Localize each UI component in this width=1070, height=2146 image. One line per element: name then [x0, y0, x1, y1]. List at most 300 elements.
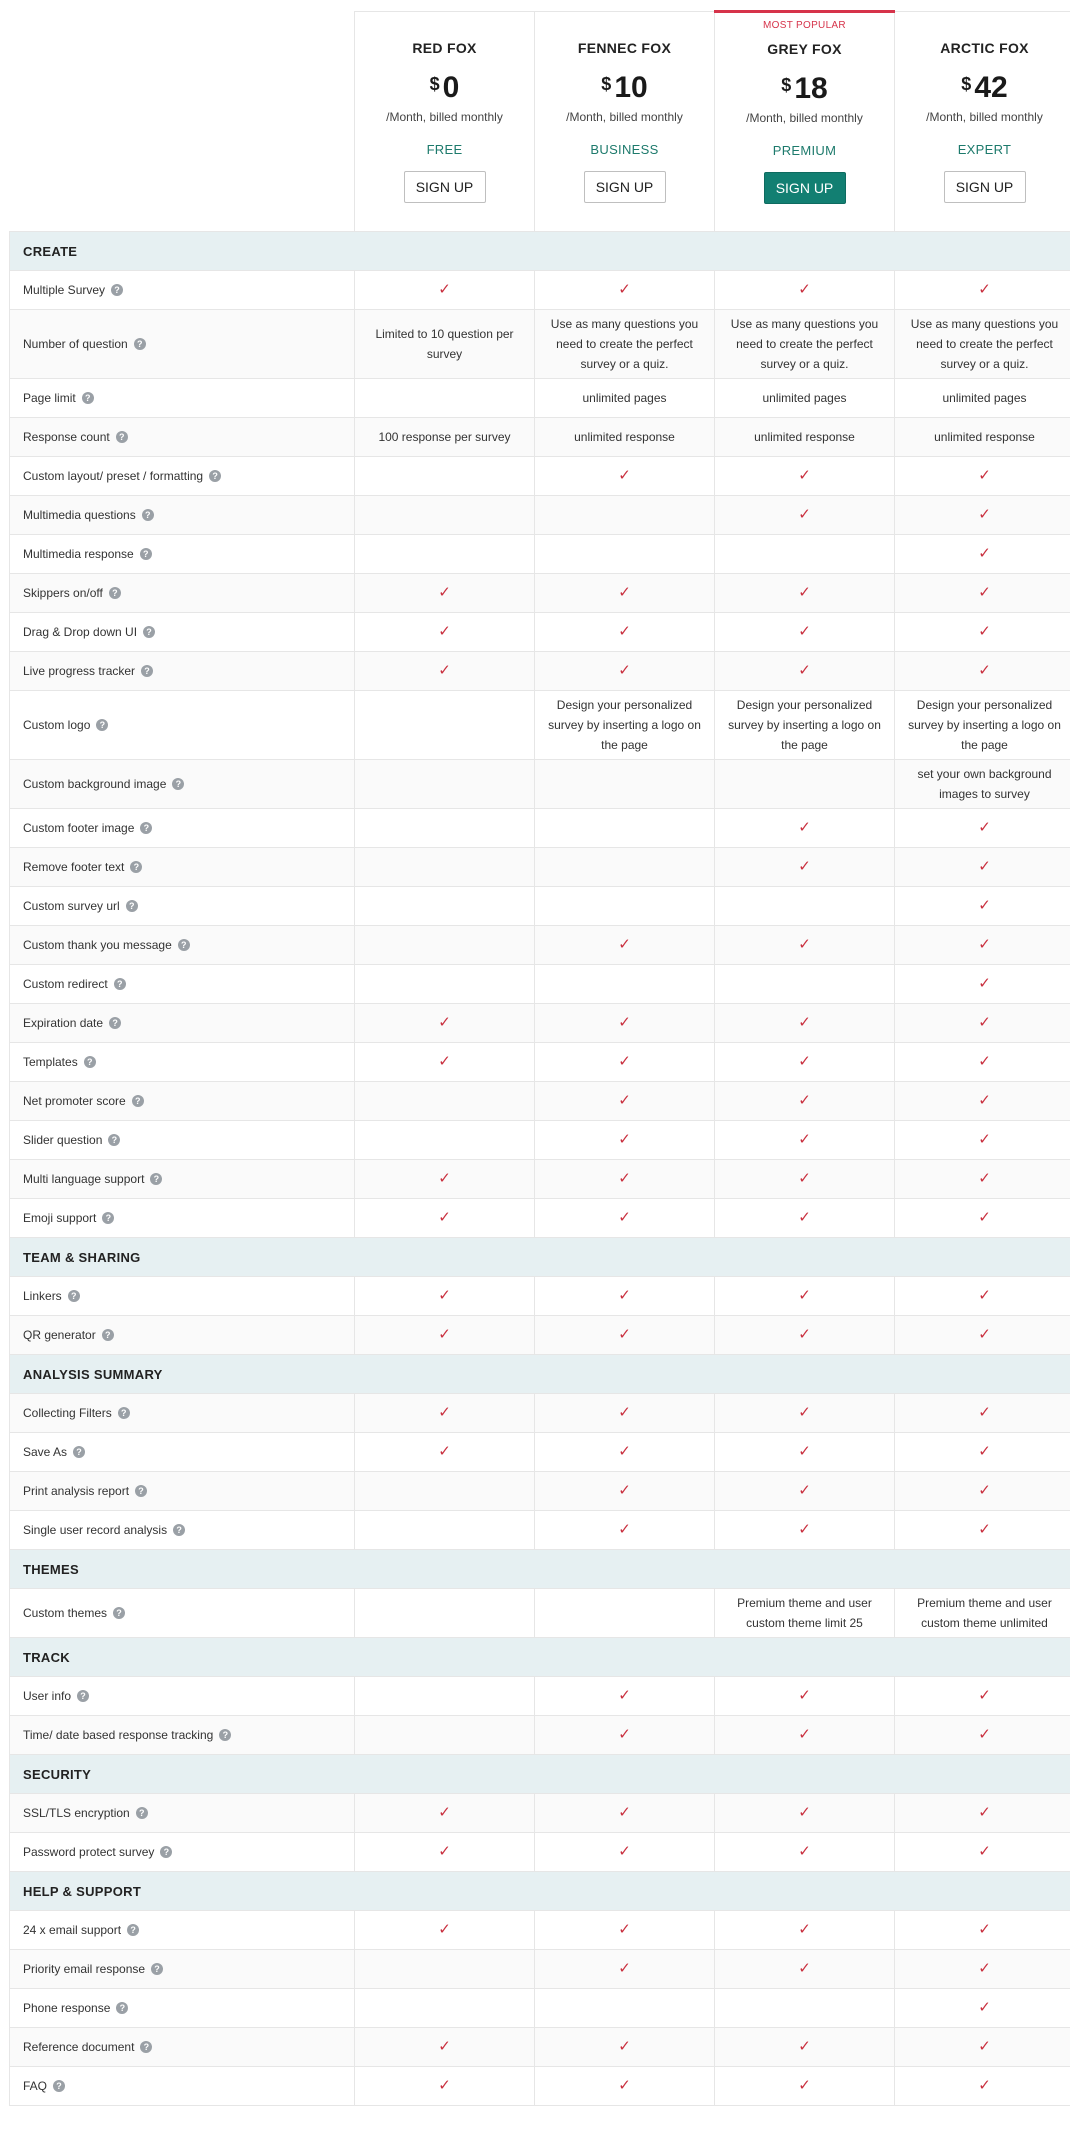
sign-up-button-grey-fox[interactable]: SIGN UP	[764, 172, 846, 204]
feature-cell	[10, 1911, 355, 1950]
help-circle-icon[interactable]: ?	[142, 509, 154, 521]
check-icon: ✓	[978, 1521, 991, 1538]
section-title: CREATE	[10, 232, 1070, 271]
plan-feature-cell	[895, 613, 1070, 652]
check-icon: ✓	[798, 1326, 811, 1343]
plan-feature-cell	[535, 809, 715, 848]
check-icon: ✓	[798, 662, 811, 679]
help-circle-icon[interactable]: ?	[111, 284, 123, 296]
feature-row	[10, 457, 1070, 496]
currency-symbol: $	[961, 74, 972, 94]
plan-feature-cell	[895, 379, 1070, 418]
feature-row	[10, 1794, 1070, 1833]
plan-feature-cell	[535, 271, 715, 310]
plan-feature-cell	[895, 760, 1070, 809]
check-icon: ✓	[438, 1404, 451, 1421]
sign-up-button-arctic-fox[interactable]: SIGN UP	[944, 171, 1026, 203]
feature-row	[10, 760, 1070, 809]
help-circle-icon[interactable]: ?	[73, 1446, 85, 1458]
feature-row	[10, 1677, 1070, 1716]
feature-cell	[10, 1316, 355, 1355]
feature-row	[10, 1160, 1070, 1199]
feature-value: unlimited response	[754, 430, 855, 444]
plan-price	[535, 72, 714, 104]
plan-feature-cell	[715, 1160, 895, 1199]
plan-feature-cell	[895, 1160, 1070, 1199]
plan-feature-cell	[535, 1160, 715, 1199]
check-icon: ✓	[618, 1404, 631, 1421]
feature-cell	[10, 2028, 355, 2067]
check-icon: ✓	[798, 1170, 811, 1187]
plan-feature-cell	[715, 1833, 895, 1872]
plan-feature-cell	[895, 691, 1070, 760]
section-title: TRACK	[10, 1638, 1070, 1677]
help-circle-icon[interactable]: ?	[141, 665, 153, 677]
plan-card-fennec-fox	[535, 12, 715, 232]
help-circle-icon[interactable]: ?	[109, 1017, 121, 1029]
plan-feature-cell	[355, 1511, 535, 1550]
plan-feature-cell	[535, 2028, 715, 2067]
help-circle-icon[interactable]: ?	[140, 2041, 152, 2053]
plan-feature-cell	[535, 926, 715, 965]
plan-feature-cell	[535, 1911, 715, 1950]
plan-feature-cell	[355, 1043, 535, 1082]
check-icon: ✓	[438, 1843, 451, 1860]
feature-cell	[10, 760, 355, 809]
feature-value: set your own background images to survey	[917, 767, 1052, 801]
feature-row	[10, 1433, 1070, 1472]
plan-feature-cell	[895, 965, 1070, 1004]
help-circle-icon[interactable]: ?	[118, 1407, 130, 1419]
plan-feature-cell	[355, 1950, 535, 1989]
feature-cell	[10, 809, 355, 848]
plan-feature-cell	[535, 652, 715, 691]
price-amount: 18	[794, 72, 828, 105]
check-icon: ✓	[618, 1287, 631, 1304]
check-icon: ✓	[798, 858, 811, 875]
check-icon: ✓	[438, 662, 451, 679]
plan-feature-cell	[535, 1433, 715, 1472]
feature-cell	[10, 1121, 355, 1160]
check-icon: ✓	[438, 2038, 451, 2055]
help-circle-icon[interactable]: ?	[143, 626, 155, 638]
check-icon: ✓	[978, 1092, 991, 1109]
check-icon: ✓	[438, 1053, 451, 1070]
feature-row	[10, 848, 1070, 887]
plan-tier: PREMIUM	[772, 143, 837, 158]
help-circle-icon[interactable]: ?	[96, 719, 108, 731]
plan-feature-cell	[715, 1316, 895, 1355]
check-icon: ✓	[978, 281, 991, 298]
feature-label: Custom thank you message	[23, 938, 172, 952]
check-icon: ✓	[438, 281, 451, 298]
plan-feature-cell	[895, 848, 1070, 887]
feature-label: Custom redirect	[23, 977, 108, 991]
currency-symbol: $	[601, 74, 612, 94]
plan-feature-cell	[715, 1199, 895, 1238]
plan-feature-cell	[535, 1199, 715, 1238]
plan-feature-cell	[355, 271, 535, 310]
help-circle-icon[interactable]: ?	[130, 861, 142, 873]
plan-feature-cell	[355, 535, 535, 574]
feature-label: Page limit	[23, 391, 76, 405]
check-icon: ✓	[618, 662, 631, 679]
feature-value: 100 response per survey	[378, 430, 511, 444]
plan-feature-cell	[715, 1043, 895, 1082]
plan-feature-cell	[895, 1394, 1070, 1433]
plan-feature-cell	[715, 652, 895, 691]
check-icon: ✓	[978, 1443, 991, 1460]
price-amount: 42	[974, 71, 1008, 104]
feature-label: Single user record analysis	[23, 1523, 168, 1537]
plan-feature-cell	[355, 1472, 535, 1511]
feature-cell	[10, 535, 355, 574]
feature-row	[10, 2067, 1070, 2106]
feature-cell	[10, 1677, 355, 1716]
feature-cell	[10, 457, 355, 496]
feature-label: Print analysis report	[23, 1484, 130, 1498]
plan-feature-cell	[535, 691, 715, 760]
feature-row	[10, 379, 1070, 418]
feature-value: unlimited response	[574, 430, 675, 444]
plan-feature-cell	[355, 496, 535, 535]
feature-label: Live progress tracker	[23, 664, 136, 678]
feature-value: unlimited pages	[582, 391, 667, 405]
feature-row	[10, 926, 1070, 965]
help-circle-icon[interactable]: ?	[116, 2002, 128, 2014]
plan-feature-cell	[895, 1316, 1070, 1355]
plan-price	[715, 73, 894, 105]
plan-feature-cell	[895, 1911, 1070, 1950]
help-circle-icon[interactable]: ?	[53, 2080, 65, 2092]
plan-feature-cell	[895, 1121, 1070, 1160]
feature-cell	[10, 613, 355, 652]
check-icon: ✓	[618, 1482, 631, 1499]
feature-cell	[10, 310, 355, 379]
plan-feature-cell	[715, 1394, 895, 1433]
plan-feature-cell	[355, 691, 535, 760]
check-icon: ✓	[978, 623, 991, 640]
feature-cell	[10, 1989, 355, 2028]
feature-cell	[10, 1160, 355, 1199]
plan-card-red-fox	[355, 12, 535, 232]
check-icon: ✓	[978, 1209, 991, 1226]
feature-label: 24 x email support	[23, 1923, 122, 1937]
feature-label: Priority email response	[23, 1962, 146, 1976]
help-circle-icon[interactable]: ?	[109, 587, 121, 599]
help-circle-icon[interactable]: ?	[114, 978, 126, 990]
billing-period: /Month, billed monthly	[746, 111, 863, 125]
check-icon: ✓	[798, 1209, 811, 1226]
plan-feature-cell	[355, 574, 535, 613]
plan-feature-cell	[535, 1716, 715, 1755]
plan-feature-cell	[895, 1004, 1070, 1043]
feature-value: Premium theme and user custom theme unlimited	[917, 1596, 1052, 1630]
plan-feature-cell	[355, 1082, 535, 1121]
plan-feature-cell	[355, 1394, 535, 1433]
feature-label: Number of question	[23, 337, 128, 351]
help-circle-icon[interactable]: ?	[84, 1056, 96, 1068]
plan-feature-cell	[535, 1316, 715, 1355]
plan-feature-cell	[715, 1950, 895, 1989]
check-icon: ✓	[978, 1404, 991, 1421]
help-circle-icon[interactable]: ?	[108, 1134, 120, 1146]
check-icon: ✓	[618, 1092, 631, 1109]
pricing-table	[9, 10, 1070, 2106]
help-circle-icon[interactable]: ?	[102, 1212, 114, 1224]
plan-feature-cell	[895, 1589, 1070, 1638]
feature-row	[10, 535, 1070, 574]
check-icon: ✓	[438, 1326, 451, 1343]
feature-row	[10, 574, 1070, 613]
feature-label: Remove footer text	[23, 860, 125, 874]
check-icon: ✓	[978, 2038, 991, 2055]
plan-feature-cell	[535, 1043, 715, 1082]
help-circle-icon[interactable]: ?	[126, 900, 138, 912]
plan-feature-cell	[535, 760, 715, 809]
check-icon: ✓	[618, 1960, 631, 1977]
plan-feature-cell	[715, 574, 895, 613]
help-circle-icon[interactable]: ?	[140, 548, 152, 560]
check-icon: ✓	[798, 1804, 811, 1821]
help-circle-icon[interactable]: ?	[132, 1095, 144, 1107]
plan-feature-cell	[895, 1833, 1070, 1872]
plan-feature-cell	[535, 1121, 715, 1160]
plan-tier: FREE	[426, 142, 463, 157]
feature-label: Reference document	[23, 2040, 135, 2054]
plan-price	[355, 72, 534, 104]
feature-row	[10, 2028, 1070, 2067]
feature-label: Custom logo	[23, 718, 91, 732]
plan-feature-cell	[355, 887, 535, 926]
plan-feature-cell	[715, 926, 895, 965]
check-icon: ✓	[618, 1014, 631, 1031]
check-icon: ✓	[618, 1170, 631, 1187]
sign-up-button-fennec-fox[interactable]: SIGN UP	[584, 171, 666, 203]
section-header	[10, 1755, 1070, 1794]
plan-feature-cell	[535, 1950, 715, 1989]
plan-feature-cell	[715, 1004, 895, 1043]
help-circle-icon[interactable]: ?	[209, 470, 221, 482]
feature-label: Multimedia response	[23, 547, 134, 561]
feature-row	[10, 652, 1070, 691]
help-circle-icon[interactable]: ?	[135, 1485, 147, 1497]
check-icon: ✓	[618, 936, 631, 953]
help-circle-icon[interactable]: ?	[172, 778, 184, 790]
feature-label: Multiple Survey	[23, 283, 106, 297]
check-icon: ✓	[798, 1482, 811, 1499]
check-icon: ✓	[798, 506, 811, 523]
plan-feature-cell	[895, 1989, 1070, 2028]
plan-feature-cell	[535, 1082, 715, 1121]
feature-row	[10, 1199, 1070, 1238]
check-icon: ✓	[978, 1687, 991, 1704]
feature-label: Emoji support	[23, 1211, 97, 1225]
check-icon: ✓	[798, 1014, 811, 1031]
check-icon: ✓	[618, 1326, 631, 1343]
feature-cell	[10, 691, 355, 760]
help-circle-icon[interactable]: ?	[68, 1290, 80, 1302]
plan-feature-cell	[715, 965, 895, 1004]
plan-feature-cell	[355, 1794, 535, 1833]
section-header	[10, 232, 1070, 271]
plan-feature-cell	[715, 1121, 895, 1160]
check-icon: ✓	[798, 1921, 811, 1938]
billing-period: /Month, billed monthly	[566, 110, 683, 124]
help-circle-icon[interactable]: ?	[160, 1846, 172, 1858]
feature-label: Templates	[23, 1055, 78, 1069]
feature-label: Slider question	[23, 1133, 103, 1147]
plan-feature-cell	[715, 809, 895, 848]
help-circle-icon[interactable]: ?	[140, 822, 152, 834]
help-circle-icon[interactable]: ?	[136, 1807, 148, 1819]
plan-feature-cell	[895, 457, 1070, 496]
plan-feature-cell	[355, 457, 535, 496]
help-circle-icon[interactable]: ?	[134, 338, 146, 350]
plan-feature-cell	[895, 1433, 1070, 1472]
check-icon: ✓	[978, 1170, 991, 1187]
plan-feature-cell	[355, 926, 535, 965]
plan-feature-cell	[715, 271, 895, 310]
feature-label: Phone response	[23, 2001, 111, 2015]
feature-value: Design your personalized survey by inserting a logo on the page	[548, 698, 701, 752]
feature-cell	[10, 1511, 355, 1550]
plan-feature-cell	[535, 457, 715, 496]
plan-feature-cell	[895, 271, 1070, 310]
plan-feature-cell	[715, 1082, 895, 1121]
feature-value: Design your personalized survey by inserting a logo on the page	[908, 698, 1061, 752]
feature-value: unlimited pages	[762, 391, 847, 405]
plan-feature-cell	[895, 1794, 1070, 1833]
feature-label: Time/ date based response tracking	[23, 1728, 214, 1742]
help-circle-icon[interactable]: ?	[82, 392, 94, 404]
feature-row	[10, 1716, 1070, 1755]
plan-feature-cell	[535, 418, 715, 457]
feature-cell	[10, 1833, 355, 1872]
feature-row	[10, 1394, 1070, 1433]
help-circle-icon[interactable]: ?	[178, 939, 190, 951]
feature-cell	[10, 418, 355, 457]
feature-cell	[10, 2067, 355, 2106]
check-icon: ✓	[978, 936, 991, 953]
help-circle-icon[interactable]: ?	[150, 1173, 162, 1185]
plan-feature-cell	[715, 310, 895, 379]
feature-value: Use as many questions you need to create the perfect survey or a quiz.	[730, 317, 879, 371]
help-circle-icon[interactable]: ?	[127, 1924, 139, 1936]
plan-feature-cell	[715, 457, 895, 496]
check-icon: ✓	[978, 1131, 991, 1148]
plan-feature-cell	[715, 1911, 895, 1950]
plan-feature-cell	[355, 652, 535, 691]
check-icon: ✓	[978, 1960, 991, 1977]
feature-label: Custom themes	[23, 1606, 108, 1620]
plan-feature-cell	[715, 535, 895, 574]
check-icon: ✓	[438, 1921, 451, 1938]
check-icon: ✓	[798, 1443, 811, 1460]
check-icon: ✓	[978, 1053, 991, 1070]
check-icon: ✓	[618, 1687, 631, 1704]
feature-cell	[10, 1277, 355, 1316]
plan-feature-cell	[715, 2028, 895, 2067]
feature-cell	[10, 1082, 355, 1121]
check-icon: ✓	[618, 2077, 631, 2094]
section-header	[10, 1550, 1070, 1589]
plan-feature-cell	[535, 379, 715, 418]
check-icon: ✓	[618, 1804, 631, 1821]
plan-name: ARCTIC FOX	[940, 40, 1029, 56]
help-circle-icon[interactable]: ?	[151, 1963, 163, 1975]
check-icon: ✓	[798, 281, 811, 298]
help-circle-icon[interactable]: ?	[113, 1607, 125, 1619]
plan-feature-cell	[895, 1043, 1070, 1082]
plan-feature-cell	[715, 1589, 895, 1638]
feature-row	[10, 1833, 1070, 1872]
check-icon: ✓	[798, 819, 811, 836]
check-icon: ✓	[798, 1053, 811, 1070]
check-icon: ✓	[798, 1521, 811, 1538]
plan-feature-cell	[895, 1716, 1070, 1755]
plan-card-arctic-fox	[895, 12, 1070, 232]
plan-feature-cell	[355, 1677, 535, 1716]
plan-feature-cell	[715, 1794, 895, 1833]
feature-row	[10, 1589, 1070, 1638]
plan-feature-cell	[715, 1677, 895, 1716]
feature-cell	[10, 1043, 355, 1082]
plan-feature-cell	[355, 1589, 535, 1638]
help-circle-icon[interactable]: ?	[173, 1524, 185, 1536]
check-icon: ✓	[798, 1960, 811, 1977]
plan-feature-cell	[895, 1950, 1070, 1989]
plan-feature-cell	[535, 535, 715, 574]
feature-row	[10, 809, 1070, 848]
feature-row	[10, 1043, 1070, 1082]
feature-row	[10, 1511, 1070, 1550]
plan-price	[895, 72, 1070, 104]
feature-row	[10, 613, 1070, 652]
help-circle-icon[interactable]: ?	[77, 1690, 89, 1702]
help-circle-icon[interactable]: ?	[116, 431, 128, 443]
check-icon: ✓	[978, 1804, 991, 1821]
check-icon: ✓	[978, 506, 991, 523]
help-circle-icon[interactable]: ?	[102, 1329, 114, 1341]
plan-feature-cell	[715, 613, 895, 652]
plan-feature-cell	[355, 310, 535, 379]
section-header	[10, 1872, 1070, 1911]
plan-name: RED FOX	[412, 40, 477, 56]
help-circle-icon[interactable]: ?	[219, 1729, 231, 1741]
check-icon: ✓	[978, 1921, 991, 1938]
section-header	[10, 1638, 1070, 1677]
feature-label: SSL/TLS encryption	[23, 1806, 130, 1820]
feature-value: Design your personalized survey by inserting a logo on the page	[728, 698, 881, 752]
feature-label: Expiration date	[23, 1016, 104, 1030]
most-popular-badge: MOST POPULAR	[763, 20, 846, 31]
feature-label: Custom layout/ preset / formatting	[23, 469, 204, 483]
section-title: HELP & SUPPORT	[10, 1872, 1070, 1911]
sign-up-button-red-fox[interactable]: SIGN UP	[404, 171, 486, 203]
check-icon: ✓	[618, 1443, 631, 1460]
feature-cell	[10, 848, 355, 887]
check-icon: ✓	[438, 1170, 451, 1187]
plan-feature-cell	[715, 1433, 895, 1472]
plan-feature-cell	[535, 1589, 715, 1638]
plan-feature-cell	[535, 1277, 715, 1316]
check-icon: ✓	[438, 1209, 451, 1226]
check-icon: ✓	[618, 584, 631, 601]
check-icon: ✓	[438, 2077, 451, 2094]
check-icon: ✓	[978, 1482, 991, 1499]
plan-feature-cell	[355, 1277, 535, 1316]
